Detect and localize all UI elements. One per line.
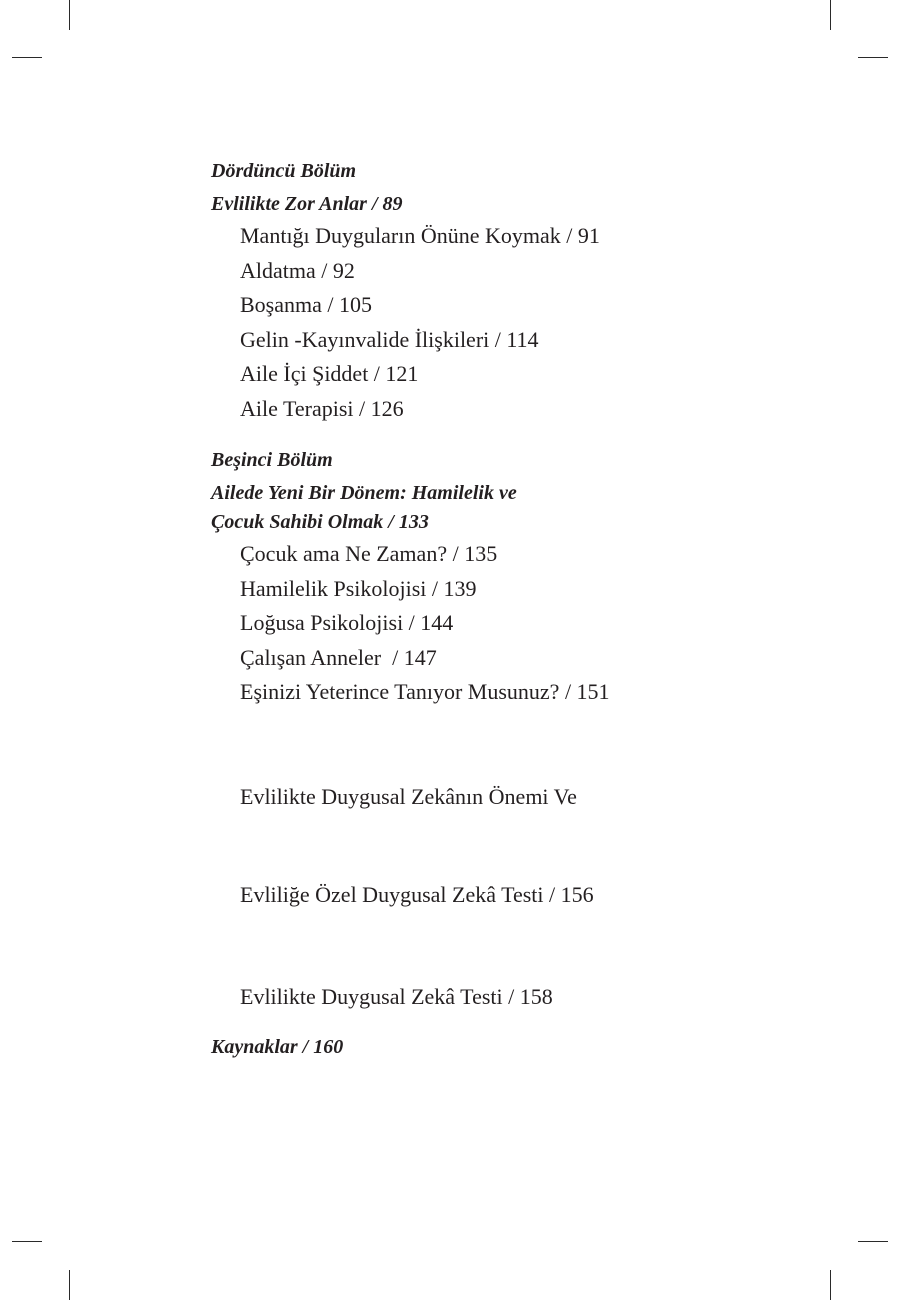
toc-section-5	[211, 445, 731, 1014]
toc-entry	[240, 606, 731, 641]
section-label: Dördüncü Bölüm	[211, 160, 357, 182]
toc-entry	[240, 572, 731, 607]
crop-mark-top-right-horizontal	[858, 57, 888, 58]
toc-entry-text: Aldatma / 92	[240, 257, 355, 283]
toc-entry-text: Evliliğe Özel Duygusal Zekâ Testi / 156	[240, 881, 594, 907]
toc-entry	[240, 254, 731, 289]
toc-entry	[240, 288, 731, 323]
toc-entry-text: Evlilikte Duygusal Zekânın Önemi Ve	[240, 783, 577, 809]
toc-entry	[240, 323, 731, 358]
crop-mark-bottom-left-horizontal	[12, 1241, 42, 1242]
toc-entry	[240, 980, 731, 1015]
toc-entry-text: Aile Terapisi / 126	[240, 395, 404, 421]
section-label: Beşinci Bölüm	[211, 449, 333, 471]
section-title-line: Ailede Yeni Bir Dönem: Hamilelik ve	[211, 482, 517, 504]
toc-entry-text: Çocuk ama Ne Zaman? / 135	[240, 541, 498, 566]
toc-section-4	[211, 156, 731, 426]
section-title	[211, 479, 731, 537]
crop-mark-bottom-right-vertical	[830, 1270, 831, 1300]
section-entries	[211, 219, 731, 426]
section-title-line: Evlilikte Zor Anlar / 89	[211, 193, 403, 215]
crop-mark-bottom-left-vertical	[69, 1270, 70, 1300]
toc-entry-text: Hamilelik Psikolojisi / 139	[240, 575, 477, 601]
table-of-contents	[211, 154, 731, 1062]
toc-entry-text: Evlilikte Duygusal Zekâ Testi / 158	[240, 983, 553, 1009]
toc-entry-text: Mantığı Duyguların Önüne Koymak / 91	[240, 223, 600, 248]
toc-entry-text: Eşinizi Yeterince Tanıyor Musunuz? / 151	[240, 679, 610, 704]
section-title	[211, 190, 731, 219]
toc-entry-text: Gelin -Kayınvalide İlişkileri / 114	[240, 326, 539, 352]
toc-entry-text: Aile İçi Şiddet / 121	[240, 361, 419, 386]
toc-entry	[240, 675, 731, 710]
toc-entry	[240, 710, 731, 980]
crop-mark-top-right-vertical	[830, 0, 831, 30]
toc-closing-entry: Kaynaklar / 160	[211, 1036, 344, 1058]
section-spacer	[211, 426, 731, 445]
crop-mark-bottom-right-horizontal	[858, 1241, 888, 1242]
section-title-line: Çocuk Sahibi Olmak / 133	[211, 511, 429, 533]
toc-entry-text: Boşanma / 105	[240, 292, 372, 317]
toc-entry	[240, 641, 731, 676]
section-entries	[211, 537, 731, 1014]
toc-entry-text: Loğusa Psikolojisi / 144	[240, 610, 454, 635]
toc-entry	[240, 392, 731, 427]
toc-entry	[240, 219, 731, 254]
toc-entry	[240, 357, 731, 392]
crop-mark-top-left-vertical	[69, 0, 70, 30]
toc-entry-text: Çalışan Anneler / 147	[240, 644, 437, 670]
crop-mark-top-left-horizontal	[12, 57, 42, 58]
toc-entry	[240, 537, 731, 572]
section-spacer	[211, 1014, 731, 1032]
